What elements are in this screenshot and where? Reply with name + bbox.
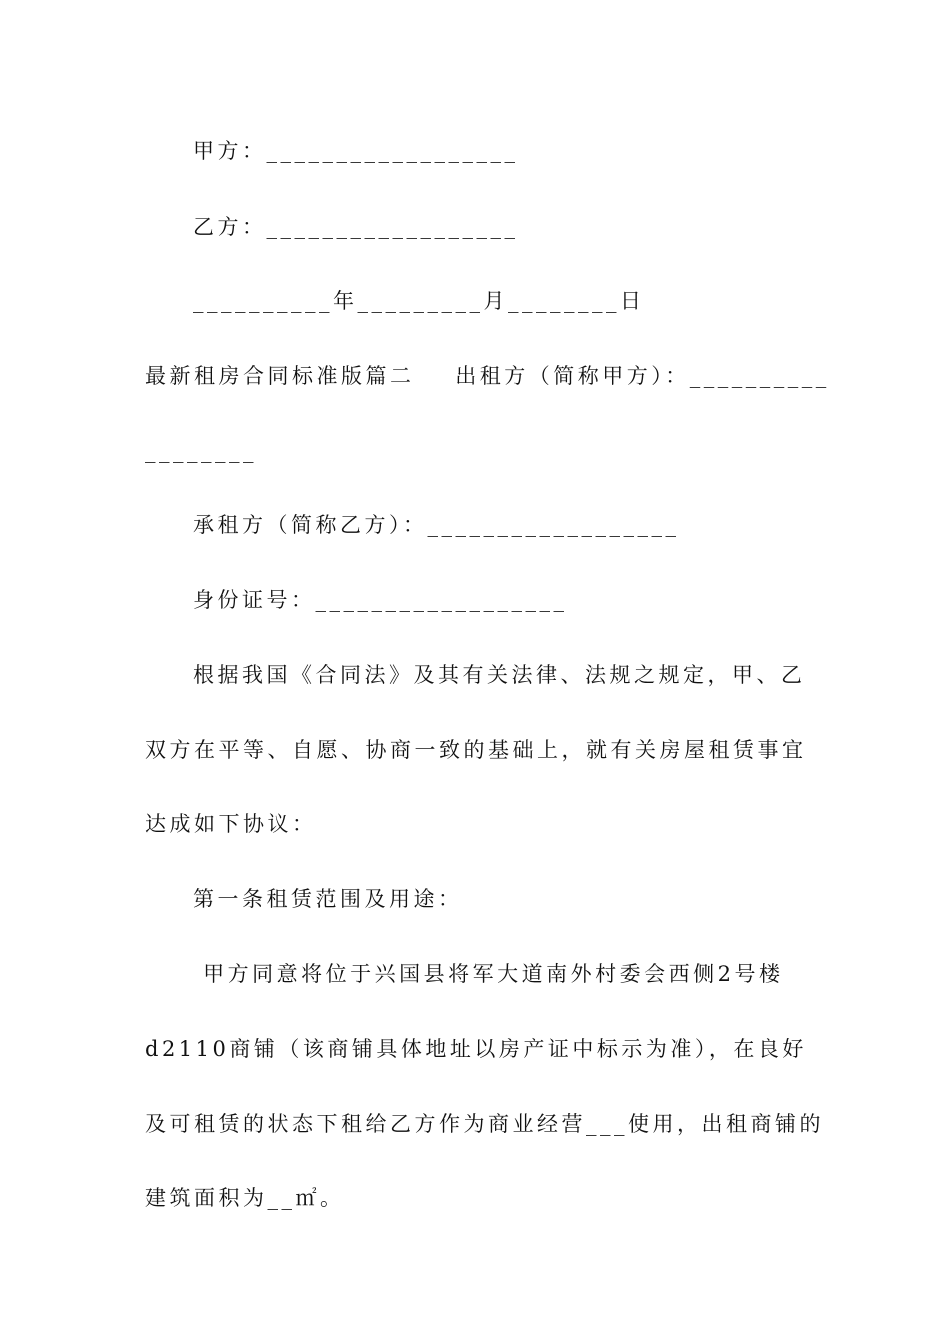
party-a-line: 甲方：__________________ xyxy=(193,139,519,163)
article-1-paragraph-line-4: 建筑面积为__㎡。 xyxy=(145,1186,345,1210)
article-1-paragraph-line-1: 甲方同意将位于兴国县将军大道南外村委会西侧2号楼 xyxy=(193,962,784,986)
date-line: __________年_________月________日 xyxy=(193,289,645,313)
article-1-paragraph-line-2: d2110商铺（该商铺具体地址以房产证中标示为准），在良好 xyxy=(145,1037,807,1061)
section-heading-lessor-line: 最新租房合同标准版篇二 出租方（简称甲方）：__________ xyxy=(145,364,830,388)
article-1-paragraph-line-3: 及可租赁的状态下租给乙方作为商业经营___使用，出租商铺的 xyxy=(145,1112,824,1136)
lessee-line: 承租方（简称乙方）：__________________ xyxy=(193,513,680,537)
party-b-line: 乙方：__________________ xyxy=(193,215,519,239)
preamble-paragraph-line-3: 达成如下协议： xyxy=(145,812,317,836)
id-number-line: 身份证号：__________________ xyxy=(193,588,568,612)
preamble-paragraph-line-1: 根据我国《合同法》及其有关法律、法规之规定，甲、乙 xyxy=(193,663,806,687)
preamble-paragraph-line-2: 双方在平等、自愿、协商一致的基础上，就有关房屋租赁事宜 xyxy=(145,738,807,762)
lessor-blank-continuation: ________ xyxy=(145,439,257,463)
article-1-heading: 第一条租赁范围及用途： xyxy=(193,887,463,911)
